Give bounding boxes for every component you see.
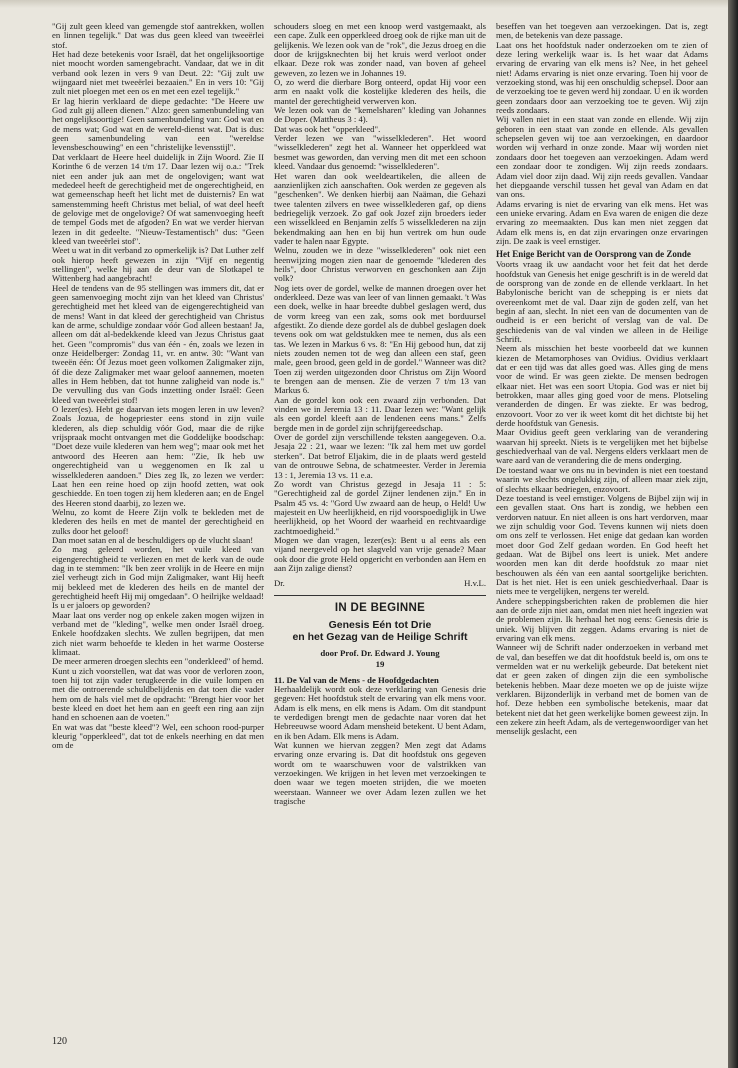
magazine-page	[52, 22, 722, 1032]
article-header	[274, 601, 486, 670]
signature-left: Dr.	[274, 578, 285, 589]
paragraph: En wat was dat "beste kleed"? Wel, een schoon rood-purper kleurig "opperkleed", dat tot de enkels neerhing en dat men om de	[52, 721, 264, 751]
paragraph: Herhaaldelijk wordt ook deze verklaring van Genesis drie gegeven: Het hoofdstuk stelt de ervaring van elk mens voor. Adam is elk mens, en elk mens is Adam. Om dit standpunt te verdedigen brengt men de gedachte naar voren dat het Hebreeuwse woord Adam mensheid betekent. U bent Adam, en ik ben Adam. Elk mens is Adam.	[274, 684, 486, 741]
article-title-line-1: Genesis Eén tot Drie	[328, 618, 432, 631]
paragraph: Er lag hierin verklaard de diepe gedachte: "De Heere uw God zult gij alleen dienen." Alzo: geen samenbundeling van het ongelijksoortige! Geen samenbundeling van: God wat en de mens wat; God wat en de wereld-dienst wat. Dat is dus: geen samenbundeling van een "wereldse levensbeschouwing" en een "christelijke levensstijl".	[52, 95, 264, 153]
paragraph: Maar Ovidius geeft geen verklaring van de verandering waarvan hij spreekt. Niets is te vergelijken met het bijbelse geschiedverhaal van de val. Nergens elders verklaart men de ware aard van de verandering die de mens onderging.	[496, 427, 708, 466]
paragraph: O, zo werd die dierbare Borg onteerd, opdat Hij voor een arm en naakt volk die kostelijke klederen des heils, die mantel der gerechtigheid verwerven kon.	[274, 77, 486, 106]
paragraph: "Gij zult geen kleed van gemengde stof aantrekken, wollen en linnen tegelijk." Dat was dus geen kleed van tweeërlei stof.	[52, 22, 264, 50]
paragraph: Zo mag geleerd worden, het vuile kleed van eigengerechtigheid te verliezen en met de kerk van de oude dag in te stemmen: "Ik ben zeer vrolijk in de Heere en mijn ziel verheugt zich in God mijn Zaligmaker, want Hij heeft mij bekleed met de klederen des heils en de mantel der gerechtigheid heeft Hij mij omgedaan". O heilrijke weldaad! Is u er jaloers op geworden?	[52, 544, 264, 611]
article-title-line-2: en het Gezag van de Heilige Schrift	[292, 630, 468, 643]
paragraph: Dan moet satan en al de beschuldigers op de vlucht slaan!	[52, 534, 254, 545]
paragraph: Over de gordel zijn verschillende teksten aangegeven. O.a. Jesaja 22 : 21, waar we lezen: "Ik zal hem met uw gordel sterken". Dat betrof Eljakim, die in de plaats werd gesteld van de ontrouwe Sebna, de schatmeester. Verder in Jeremia 13 : 1, Jeremia 13 vs. 11 e.a.	[274, 432, 486, 480]
section-heading: 11. De Val van de Mens - de Hoofdgedachten	[274, 674, 439, 685]
book-spine	[728, 0, 738, 1068]
divider	[274, 595, 486, 596]
paragraph: Maar laat ons verder nog op enkele zaken mogen wijzen in verband met de "kleding", welke men onder Israël droeg. Enkele hoofdzaken slechts. We zullen begrijpen, dat men zich niet warm behoefde te kleden in het warme Oosterse klimaat.	[52, 609, 264, 658]
paragraph: schouders sloeg en met een knoop werd vastgemaakt, als een cape. Zulk een opperkleed droeg ook de rijke man uit de gelijkenis. We lezen ook van de "rok", die Jezus droeg en die door de krijgsknechten bij het kruis werd verloot onder elkaar. Deze rok was zonder naad, van boven af geheel geweven, zo lezen we in Johannes 19.	[274, 22, 486, 78]
paragraph: Andere scheppingsberichten raken de problemen die hier aan de orde zijn niet aan, omdat men niet heeft ingezien wat de problemen zijn. Ik herhaal het nog eens: Genesis drie is uniek. Wij blijven dit zeggen. Adams ervaring is niet de ervaring van elk mens.	[496, 595, 708, 643]
signature-right: H.v.L.	[464, 578, 486, 589]
paragraph: Neem als misschien het beste voorbeeld dat we kunnen kiezen de Metamorphoses van Ovidius. Ovidius verklaart dat er een tijd was dat alles goed was. Alles ging de mens voor de wind. Er was geen ziekte. De mensen bedrogen elkaar niet. Het was een soort Utopia. God was er niet bij betrokken, maar alles ging goed voor de mens. Plotseling veranderden de dingen. Er was ziekte. Er was bedrog, enzovoort. Voor zo ver ik weet komt dit het dichtste bij het derde hoofdstuk van Genesis.	[496, 343, 708, 429]
paragraph: Dat verklaart de Heere heel duidelijk in Zijn Woord. Zie II Korinthe 6 de verzen 14 t/m 17. Daar lezen wij o.a.: "Trek niet een ander juk aan met de ongelovigen; want wat mededeel heeft de gerechtigheid met de ongerechtigheid, en wat gemeenschap heeft het licht met de duisternis? En wat samenstemming heeft Christus met belial, of wat deel heeft de gelovige met de ongelovige? Of wat samenvoeging heeft de tempel Gods met de afgoden? En wat we verder hiervan lezen in dit gedeelte. "Nieuw-Testamentisch" dus: "Geen kleed van tweeërlei stof".	[52, 151, 264, 246]
page-number: 120	[52, 1036, 67, 1047]
page-edge	[0, 0, 728, 8]
paragraph: Mogen we dan vragen, lezer(es): Bent u al eens als een vijand neergeveld op het slagveld van vrije genade? Maar ook door die grote Held opgericht en verbonden aan Hem en aan Zijn zalige dienst?	[274, 534, 486, 573]
paragraph: Welnu, zo komt de Heere Zijn volk te bekleden met de klederen des heils en met de mantel der gerechtigheid en zulks door het geloof!	[52, 506, 264, 536]
paragraph: Weet u wat in dit verband zo opmerkelijk is? Dat Luther zelf ook hierop heeft gewezen in zijn "Vijf en negentig stellingen", welke hij aan de deur van de Slotkapel te Wittenberg had aangebracht!	[52, 245, 264, 284]
paragraph: We lezen ook van de "kemelsharen" kleding van Johannes de Doper. (Mattheus 3 : 4).	[274, 105, 486, 125]
article-kicker: IN DE BEGINNE	[334, 601, 426, 614]
paragraph: Deze toestand is veel ernstiger. Volgens de Bijbel zijn wij in een gevallen staat. Ons hart is zondig, we hebben een verdorven natuur. En niet alleen is ons hart verdorven, maar we zijn schuldig voor God. Tevens kunnen wij niets doen om ons zelf te verlossen. Het enige dat gedaan kan worden moet door God Zelf gedaan worden. En God heeft het gedaan. Wat de Bijbel ons leert is uniek. Met andere woorden men kan dit derde hoofdstuk zo maar niet beschouwen als één van een aantal soortgelijke berichten. Dat is het niet. Het is een uniek geschiedverhaal. Daar is niets mee te vergelijken, nergens ter wereld.	[496, 492, 708, 597]
paragraph: beseffen van het toegeven aan verzoekingen. Dat is, zegt men, de betekenis van deze passage.	[496, 22, 708, 41]
paragraph: Het had deze betekenis voor Israël, dat het ongelijksoortige niet moocht worden samengebracht. Vandaar, dat we in dit verband ook lezen in vers 9 van Deut. 22: "Gij zult uw wijngaard niet met tweeërlei bezaaien." En in vers 10: "Gij zult niet ploegen met een os en met een ezel tegelijk."	[52, 49, 264, 97]
paragraph: Welnu, zouden we in deze "wisselklederen" ook niet een heenwijzing mogen zien naar de genoemde "klederen des heils", door Christus verworven en geschonken aan Zijn volk?	[274, 245, 486, 284]
paragraph: Adams ervaring is niet de ervaring van elk mens. Het was een unieke ervaring. Adam en Eva waren de enigen die deze ervaring zo meemaakten. Dus kan men niet zeggen dat Adam elk mens is, en dat zijn ervaringen onze ervaringen zijn. De zaak is veel ernstiger.	[496, 198, 708, 246]
subheading: Het Enige Bericht van de Oorsprong van de Zonde	[496, 249, 691, 260]
article-part-number: 19	[375, 659, 385, 670]
column-2	[274, 22, 486, 1022]
signature	[274, 579, 486, 588]
paragraph: Wij vallen niet in een staat van zonde en ellende. Wij zijn geboren in een staat van zonde en ellende. Als gevallen schepselen geven wij toe aan verzoekingen, en daardoor worden wij verhard in onze zonde. Maar wij worden niet zondaars door het toegeven aan verzoekingen. Adam werd een zondaar door te zondigen. Wij zijn reeds zondaars. Adam viel door zijn daad. Wij zijn reeds gevallen. Vandaar het diepgaande verschil tussen het geval van Adam en dat van ons.	[496, 114, 708, 200]
paragraph: Wanneer wij de Schrift nader onderzoeken in verband met de val, dan beseffen we dat dit hoofdstuk beeld is, om ons te vermelden wat er nu werkelijk gebeurde. Dat betekent niet dat er geen zaken of dingen zijn die een symbolische betekenis hebben. Maar deze moeten we op de juiste wijze verklaren. Bijzonderlijk in verband met de bomen van de hof. Deze hebben een symbolische betekenis, maar dat betekent niet dat het geen werkelijke bomen geweest zijn. In een zekere zin heeft Adam, als de vertegenwoordiger van het menselijk geslacht, een	[496, 642, 708, 737]
article-author: door Prof. Dr. Edward J. Young	[320, 647, 440, 658]
paragraph: Dat was ook het "opperkleed".	[274, 123, 381, 134]
column-1	[52, 22, 264, 1022]
paragraph: De meer armeren droegen slechts een "onderkleed" of hemd.	[52, 656, 264, 667]
paragraph: Laat ons het hoofdstuk nader onderzoeken om te zien of deze lering werkelijk waar is. Is het waar dat Adams ervaring de ervaring van elk mens is? Nee, in het geheel niet! Adams ervaring is niet onze ervaring. Toen hij voor de verzoeking stond, was hij een onschuldig schepsel. Door aan de verzoeking toe te geven werd hij zondaar. U en ik worden geen zondaars door aan verzoeking toe te geven. Wij zijn reeds zondaars.	[496, 39, 708, 116]
paragraph: De toestand waar we ons nu in bevinden is niet een toestand waarin we slechts ongelukkig zijn, of alleen maar ziek zijn, of slechts elkaar bedriegen, enzovoort.	[496, 464, 708, 494]
paragraph: Kunt u zich voorstellen, wat dat was voor de verloren zoon, toen hij tot zijn vader terugkeerde in die vuile lompen en met die ontroerende schuldbelijdenis en dat toen die vader hem om de hals viel met de opdracht: "Brengt hier voor het beste kleed en doet het hem aan en geeft een ring aan zijn hand en schoenen aan de voeten."	[52, 665, 264, 723]
paragraph: Nog iets over de gordel, welke de mannen droegen over het onderkleed. Deze was van leer of van linnen gemaakt. 't Was een doek, welke in haar breedte dubbel geslagen werd, dus de vorm kreeg van een zak, soms ook met borduursel afgestikt. Zo diende deze gordel als de dubbel geslagen doek tevens ook om wat geldstukken mee te nemen, dus als een tas. We lezen in Markus 6 vs. 8: "En Hij gebood hun, dat zij niets zouden nemen tot de weg dan alleen een staf, geen male, geen brood, geen geld in de gordel." Wanneer was dit? Toen zij werden uitgezonden door Christus om Zijn Woord te brengen aan de mensen. Zie de verzen 7 t/m 13 van Markus 6.	[274, 282, 486, 396]
paragraph: Aan de gordel kon ook een zwaard zijn verbonden. Dat vinden we in Jeremia 13 : 11. Daar lezen we: "Want gelijk als een gordel kleeft aan de lendenen eens mans." Zelfs bergde men in de gordel zijn schrijfgereedschap.	[274, 394, 486, 433]
paragraph: Heel de tendens van de 95 stellingen was immers dit, dat er geen samenvoeging mocht zijn van het kleed van Christus' gerechtigheid met het kleed van de eigengerechtigheid van de mens! Want in dat kleed der gerechtigheid van Christus kan de arme, schuldige zondaar vóór God alleen bestaan! Ja, alleen om dát al-bedekkende kleed van Jezus Christus gaat het. Geen "compromis" dus van één - én, zoals we lezen in onze Heidelberger: Zondag 11, vr. en antw. 30: "Want van tweeën één: Óf Jezus moet geen volkomen Zaligmaker zijn, óf die deze Zaligmaker met waar geloof aannemen, moeten alles in Hem hebben, dat tot hunne zaligheid van node is." De vervulling dus van Gods inzetting onder Israël: Geen kleed van tweeërlei stof!	[52, 282, 264, 405]
paragraph: Zo wordt van Christus gezegd in Jesaja 11 : 5: "Gerechtigheid zal de gordel Zijner lendenen zijn." En in Psalm 45 vs. 4: "Gord Uw zwaard aan de heup, o Held! Uw majesteit en Uw heerlijkheid, en rijd voorspoediglijk in Uwe heerlijkheid, op het Woord der waarheid en rechtvaardige zachtmoedigheid."	[274, 478, 486, 536]
paragraph: Wat kunnen we hiervan zeggen? Men zegt dat Adams ervaring onze ervaring is. Dat dit hoofdstuk ons gegeven wordt om te waarschuwen voor de valstrikken van verzoekingen. We krijgen in het leven met verzoekingen te doen waar we tegen moeten strijden, die we moeten weerstaan. Wanneer we over Adam lezen zullen we het tragische	[274, 740, 486, 807]
paragraph: Het waren dan ook weeldeartikelen, die alleen de aanzienlijken zich aanschaften. Ook werden ze gegeven als "geschenken". We denken hierbij aan Naäman, die Gehazi twee talenten zilvers en twee wisselklederen gaf, op diens bedriegelijk verzoek. Zo gaf ook Jozef zijn broeders ieder een wisselkleed en Benjamin zelfs 5 wisselklederen na zijn bekendmaking aan hen en bij hun vertrek om hun oude vader te halen naar Egypte.	[274, 170, 486, 246]
paragraph: Voorts vraag ik uw aandacht voor het feit dat het derde hoofdstuk van Genesis het enige geschrift is in de wereld dat de oorsprong van de zonde en de ellende verklaart. In het Babylonische bericht van de schepping is er niets dat overeenkomt met de val. Daar zijn de goden zelf, van het begin af aan, slecht. In niet een van de documenten van de oudheid is er een bericht of verslag van de val. De geschiedenis van de val vinden we alleen in de Heilige Schrift.	[496, 259, 708, 344]
paragraph: O lezer(es). Hebt ge daarvan iets mogen leren in uw leven? Zoals Jozua, de hogepriester eens stond in zijn vuile klederen, als diep schuldig vóór God, maar die de rijke vrijspraak mocht ontvangen met die Goddelijke boodschap: "Doet deze vuile klederen van hem weg"; maar ook met het antwoord des Heeren aan hem: "Zie, Ik heb uw ongerechtigheid van u weggenomen en Ik zal u wisselklederen aandoen." Dies zeg Ik, zo lezen we verder: Laat hen een reine hoed op zijn hoofd zetten, wat ook geschiedde. En toen togen zij hem klederen aan; en de Engel des Heeren stond daarbij, zo lezen we.	[52, 404, 264, 508]
column-3	[496, 22, 708, 1022]
paragraph: Verder lezen we van "wisselklederen". Het woord "wisselklederen" zegt het al. Wanneer het opperkleed wat besmet was geworden, dan verving men dit met een schoon kleed. Vandaar dus genoemd: "wisselklederen".	[274, 133, 486, 172]
